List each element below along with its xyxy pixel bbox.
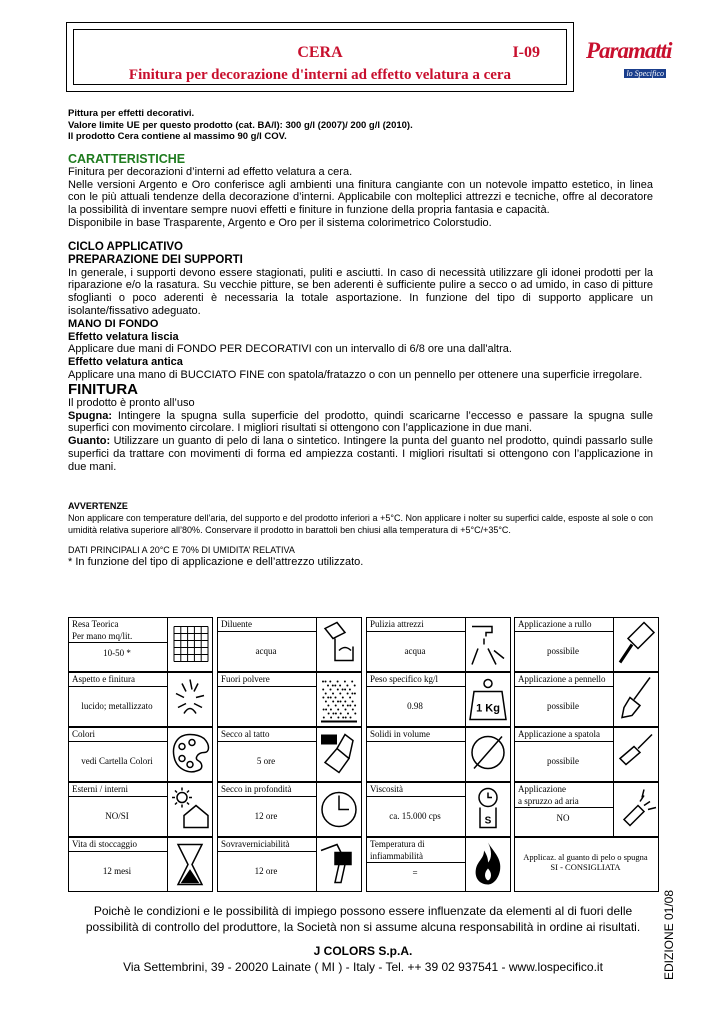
avvertenze-section <box>68 500 653 568</box>
table-cell <box>514 727 659 782</box>
table-cell <box>68 617 213 672</box>
touch-icon <box>316 728 361 781</box>
cell-label: Aspetto e finitura <box>69 673 167 687</box>
spray-icon <box>613 783 658 836</box>
cell-value: 5 ore <box>256 756 276 766</box>
cell-label: Peso specifico kg/l <box>367 673 465 687</box>
table-cell <box>514 672 659 727</box>
edition-label-box <box>660 860 686 990</box>
brush-icon <box>613 673 658 726</box>
cell-value: possibile <box>546 701 579 711</box>
table-cell <box>366 727 511 782</box>
weight-icon <box>465 673 510 726</box>
viscosity-icon <box>465 783 510 836</box>
dilution-icon <box>316 618 361 671</box>
cell-label: Applicazione a spruzzo ad aria <box>515 783 613 808</box>
cell-label: Applicazione a rullo <box>515 618 613 632</box>
cell-value: acqua <box>404 646 426 656</box>
grid-icon <box>167 618 212 671</box>
table-cell <box>514 617 659 672</box>
house-sun-icon <box>167 783 212 836</box>
product-subtitle: Finitura per decorazione d'interni ad effetto velatura a cera <box>128 67 512 83</box>
hourglass-icon <box>167 838 212 891</box>
spugna-label: Spugna: <box>68 409 112 422</box>
finitura-p1: Il prodotto è pronto all’uso <box>68 396 195 409</box>
table-cell <box>217 782 362 837</box>
brand-logo <box>586 38 672 88</box>
cell-label: Secco in profondità <box>218 783 316 797</box>
cell-value: NO <box>556 813 570 823</box>
table-cell <box>217 617 362 672</box>
avvertenze-text: Non applicare con temperature dell’aria, del supporto e del prodotto inferiori a +5°C. Non applicare i nolter su superfici calde, esposte al sole o con umidità relativa superiore all’80%. Conservare il prodotto in barattoli ben chiusi alla temperatura di +5°C/+35°C. <box>68 513 653 535</box>
cell-label: Fuori polvere <box>218 673 316 687</box>
roller-icon <box>613 618 658 671</box>
disclaimer: Poichè le condizioni e le possibilità di impiego possono essere influenzate da elementi al di fuori delle possibilità di controllo del produttore, la Società non si assume alcuna responsabilità in ordine ai risultati. <box>85 904 641 934</box>
caratteristiche-p1: Finitura per decorazioni d’interni ad effetto velatura a cera. <box>68 165 353 178</box>
company-name: J COLORS S.p.A. <box>313 944 413 958</box>
cell-value: 12 mesi <box>102 866 132 876</box>
palette-icon <box>167 728 212 781</box>
footnote: * In funzione del tipo di applicazione e dell’attrezzo utilizzato. <box>68 556 364 568</box>
table-cell <box>366 782 511 837</box>
dati-principali: DATI PRINCIPALI A 20°C E 70% DI UMIDITA’ RELATIVA <box>68 545 295 555</box>
flame-icon <box>465 838 510 891</box>
intro-line-2: Valore limite UE per questo prodotto (cat. BA/l): 300 g/l (2007)/ 200 g/l (2010). <box>68 119 413 131</box>
table-cell <box>68 672 213 727</box>
table-cell <box>68 837 213 892</box>
intro-line-1: Pittura per effetti decorativi. <box>68 108 195 119</box>
cell-label: Solidi in volume <box>367 728 465 742</box>
spray-gun-icon <box>316 838 361 891</box>
spugna-text: Intingere la spugna sulla superficie del prodotto, quindi scaricarne l’eccesso e passare la spugna sulle superfici con movimento circolare. I migliori risultati si ottengono con l’applicazione in due mani. <box>68 409 653 435</box>
cell-label: Colori <box>69 728 167 742</box>
table-cell <box>217 837 362 892</box>
cell-value: = <box>412 868 418 878</box>
product-code: I-09 <box>512 44 540 61</box>
table-cell <box>514 782 659 837</box>
preparazione-text: In generale, i supporti devono essere stagionati, puliti e asciutti. In caso di necessità utilizzare gli idonei prodotti per la riparazione e/o la rasatura. Su vecchie pitture, se ben aderenti è sufficiente pulire a secco o ad umido, in caso di pitture sfoglianti o poco aderenti è necessaria la totale asportazione. In funzione del tipo di supporto applicare un isolante/fissativo adeguato. <box>68 266 653 317</box>
cell-label: Secco al tatto <box>218 728 316 742</box>
tap-icon <box>465 618 510 671</box>
mano-di-fondo-heading: MANO DI FONDO <box>68 317 159 330</box>
edition-label: EDIZIONE 01/08 <box>662 889 676 980</box>
clock-icon <box>316 783 361 836</box>
svg-text:S: S <box>484 815 492 827</box>
cell-value: NO/SI <box>105 811 129 821</box>
product-title: CERA <box>297 44 343 61</box>
cell-label: Esterni / interni <box>69 783 167 797</box>
velatura-liscia-text: Applicare due mani di FONDO PER DECORATIVI con un intervallo di 6/8 ore una dall'altra. <box>68 343 512 356</box>
table-cell <box>217 727 362 782</box>
cell-value: acqua <box>255 646 277 656</box>
cell-value: 10-50 * <box>103 648 131 658</box>
spatula-icon <box>613 728 658 781</box>
caratteristiche-p2: Nelle versioni Argento e Oro conferisce agli ambienti una finitura cangiante con un notevole impatto estetico, in linea con le più attuali tendenze della decorazione d’interni. Applicabile con molteplici attrezzi e tecniche, offre al decoratore la possibilità di inventare sempre nuovi effetti e finiture in funzione della propria fantasia e capacità. <box>68 178 653 217</box>
cell-value: 12 ore <box>254 866 278 876</box>
intro-line-3: Il prodotto Cera contiene al massimo 90 g/l COV. <box>68 131 287 142</box>
guanto-text: Utilizzare un guanto di pelo di lana o sintetico. Intingere la punta del guanto nel prodotto, quindi passarlo sulle superfici da trattare con movimenti di forma ed ampiezza costanti. I migliori risultati si ottengono con l’applicazione in due mani. <box>68 435 653 473</box>
guanto-paragraph <box>68 435 653 473</box>
cell-value: ca. 15.000 cps <box>389 811 441 821</box>
cell-value: lucido; metallizzato <box>81 701 153 711</box>
table-cell <box>217 672 362 727</box>
header-inner-frame <box>73 29 567 85</box>
cell-label: Diluente <box>218 618 316 632</box>
table-cell <box>366 837 511 892</box>
caratteristiche-section <box>68 153 653 230</box>
cell-value: possibile <box>546 646 579 656</box>
finitura-heading: FINITURA <box>68 381 138 398</box>
shine-icon <box>167 673 212 726</box>
table-cell <box>68 727 213 782</box>
caratteristiche-p3: Disponibile in base Trasparente, Argento e Oro per il sistema colorimetrico Colorstudio. <box>68 216 492 229</box>
cell-label: Applicazione a spatola <box>515 728 613 742</box>
cell-label: Vita di stoccaggio <box>69 838 167 852</box>
cell-value: vedi Cartella Colori <box>81 756 153 766</box>
solids-icon <box>465 728 510 781</box>
table-cell <box>514 837 659 892</box>
preparazione-heading: PREPARAZIONE DEI SUPPORTI <box>68 253 243 266</box>
table-cell <box>366 617 511 672</box>
velatura-antica-heading: Effetto velatura antica <box>68 356 183 369</box>
cell-label: Sovraverniciabilità <box>218 838 316 852</box>
cell-label: Pulizia attrezzi <box>367 618 465 632</box>
ciclo-heading: CICLO APPLICATIVO <box>68 241 183 253</box>
table-cell <box>68 782 213 837</box>
cell-value: 12 ore <box>254 811 278 821</box>
intro-block <box>68 108 653 143</box>
cell-value: Applicaz. al guanto di pelo o spugna SI - CONSIGLIATA <box>523 852 648 872</box>
ciclo-section <box>68 241 653 382</box>
dust-icon <box>316 673 361 726</box>
spugna-paragraph <box>68 410 653 436</box>
company-address: Via Settembrini, 39 - 20020 Lainate ( MI ) - Italy - Tel. ++ 39 02 937541 - www.lospecifico.it <box>123 960 603 974</box>
brand-logo-text: Paramatti <box>586 38 672 63</box>
guanto-label: Guanto: <box>68 435 111 448</box>
cell-label: Viscosità <box>367 783 465 797</box>
cell-value: 0.98 <box>407 701 423 711</box>
cell-label: Temperatura di infiammabilità <box>367 838 465 863</box>
brand-logo-sub: lo Specifico <box>626 69 664 78</box>
avvertenze-heading: AVVERTENZE <box>68 501 128 511</box>
cell-value: possibile <box>546 756 579 766</box>
caratteristiche-heading: CARATTERISTICHE <box>68 152 186 166</box>
header-box <box>66 22 574 92</box>
cell-label: Resa Teorica Per mano mq/lit. <box>69 618 167 643</box>
velatura-antica-text: Applicare una mano di BUCCIATO FINE con spatola/fratazzo o con un pennello per ottenere una superficie irregolare. <box>68 368 643 381</box>
velatura-liscia-heading: Effetto velatura liscia <box>68 330 179 343</box>
finitura-section <box>68 381 653 474</box>
table-cell <box>366 672 511 727</box>
cell-label: Applicazione a pennello <box>515 673 613 687</box>
svg-text:1 Kg: 1 Kg <box>476 702 500 715</box>
